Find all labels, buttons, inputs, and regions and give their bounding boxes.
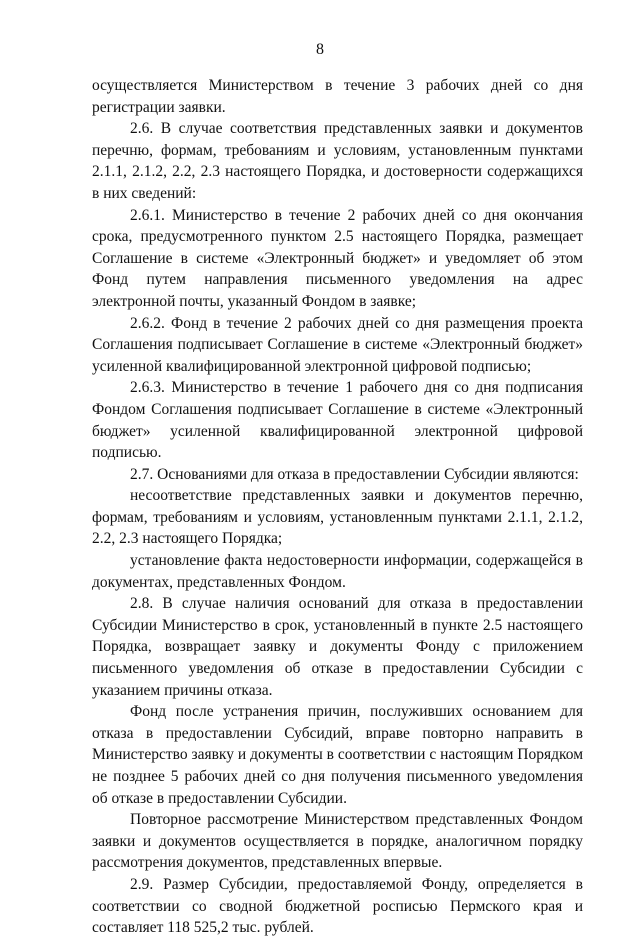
paragraph-2-7: 2.7. Основаниями для отказа в предоставлении Субсидии являются: bbox=[130, 465, 579, 483]
paragraph-2-7-item-1: несоответствие представленных заявки и документов перечню, формам, требованиям и условиям, установленным пунктами 2.1.1, 2.1.2, 2.2, 2.3 настоящего Порядка; bbox=[92, 487, 583, 548]
paragraph-2-6-2: 2.6.2. Фонд в течение 2 рабочих дней со дня размещения проекта Соглашения подписывает Соглашение в системе «Электронный бюджет» усиленной квалифицированной электронной цифровой подписью; bbox=[92, 314, 583, 375]
paragraph-2-8: 2.8. В случае наличия оснований для отказа в предоставлении Субсидии Министерство в срок, установленный в пункте 2.5 настоящего Порядка, возвращает заявку и документы Фонду с приложением письменного уведомления об отказе в предоставлении Субсидии с указанием причины отказа. bbox=[92, 595, 583, 699]
paragraph-2-6: 2.6. В случае соответствия представленных заявки и документов перечню, формам, требованиям и условиям, установленным пунктами 2.1.1, 2.1.2, 2.2, 2.3 настоящего Порядка, и достоверности содержащихся в них сведений: bbox=[92, 120, 583, 202]
paragraph-repeat-review: Повторное рассмотрение Министерством представленных Фондом заявки и документов осуществляется в порядке, аналогичном порядку рассмотрения документов, представленных впервые. bbox=[92, 811, 583, 872]
document-body bbox=[92, 75, 583, 939]
page-number: 8 bbox=[316, 41, 324, 58]
paragraph-2-6-1: 2.6.1. Министерство в течение 2 рабочих дней со дня окончания срока, предусмотренного пунктом 2.5 настоящего Порядка, размещает Соглашение в системе «Электронный бюджет» и уведомляет об этом Фонд путем направления письменного уведомления на адрес электронной почты, указанный Фондом в заявке; bbox=[92, 206, 583, 310]
paragraph-2-7-item-2: установление факта недостоверности информации, содержащейся в документах, представленных Фондом. bbox=[92, 552, 583, 591]
paragraph-2-6-3: 2.6.3. Министерство в течение 1 рабочего дня со дня подписания Фондом Соглашения подписывает Соглашение в системе «Электронный бюджет» усиленной квалифицированной электронной цифровой подписью. bbox=[92, 379, 583, 462]
paragraph-continuation: осуществляется Министерством в течение 3 рабочих дней со дня регистрации заявки. bbox=[92, 77, 583, 116]
paragraph-fund-resubmission: Фонд после устранения причин, послуживших основанием для отказа в предоставлении Субсидий, вправе повторно направить в Министерство заявку и документы в соответствии с настоящим Порядком не позднее 5 рабочих дней со дня получения письменного уведомления об отказе в предоставлении Субсидии. bbox=[92, 703, 583, 807]
paragraph-2-9: 2.9. Размер Субсидии, предоставляемой Фонду, определяется в соответствии со сводной бюджетной росписью Пермского края и составляет 118 525,2 тыс. рублей. bbox=[92, 875, 583, 937]
